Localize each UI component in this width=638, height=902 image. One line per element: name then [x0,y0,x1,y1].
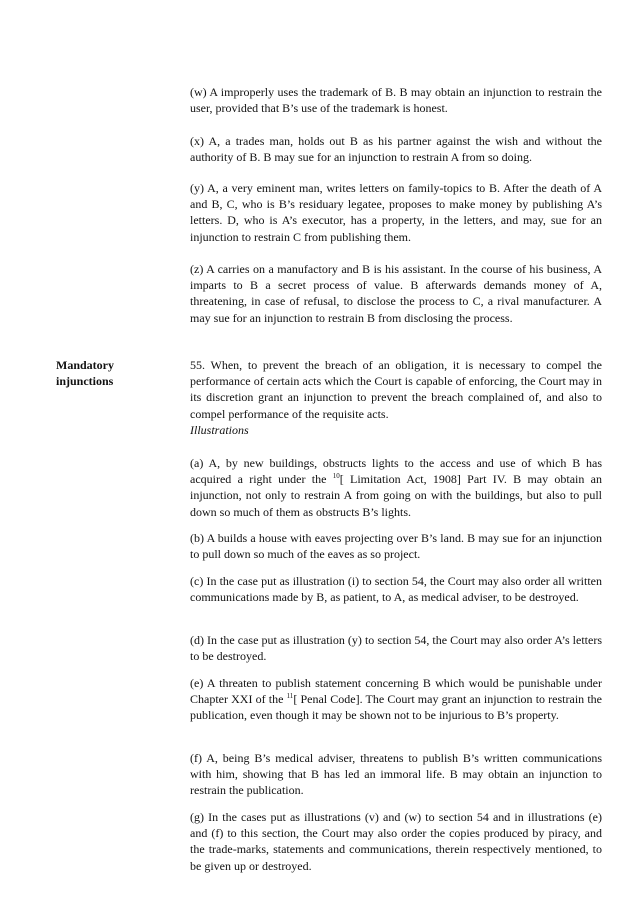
section-55 [190,357,602,438]
illustration-y: (y) A, a very eminent man, writes letters on family-topics to B. After the death of A and B, C, who is B’s residuary legatee, proposes to make money by publishing A’s letters. D, who is A’s executor, has a property, in the letters, and may, sue for an injunction to restrain C from publishing them. [190,181,602,244]
illustration-b: (b) A builds a house with eaves projecting over B’s land. B may sue for an injunction to pull down so much of the eaves as so project. [190,531,602,562]
illustration-f: (f) A, being B’s medical adviser, threatens to publish B’s written communications with him, showing that B has led an immoral life. B may obtain an injunction to restrain the publication. [190,751,602,798]
marginal-heading [56,357,176,389]
footnote-ref-11: 11 [286,692,294,701]
illustrations-label: Illustrations [190,422,249,437]
illustration-e-text-2: [ Penal Code]. The Court may grant an injunction to restrain the publication, even though it may be shown not to be injurious to B’s property. [190,692,602,723]
footnote-ref-10: 10 [332,472,340,481]
illustration-e [190,675,602,724]
illustration-w: (w) A improperly uses the trademark of B. B may obtain an injunction to restrain the user, provided that B’s use of the trademark is honest. [190,85,602,116]
marginal-heading-line2: injunctions [56,374,114,389]
illustration-g: (g) In the cases put as illustrations (v) and (w) to section 54 and in illustrations (e) and (f) to this section, the Court may also order the copies produced by piracy, and the trade-marks, statements and communications, therein respectively mentioned, to be given up or destroyed. [190,810,602,873]
illustration-c: (c) In the case put as illustration (i) to section 54, the Court may also order all written communications made by B, as patient, to A, as medical adviser, to be destroyed. [190,574,602,605]
illustration-a-text-1: (a) A, by new buildings, obstructs lights to the access and use of which B has acquired a right under the [190,456,602,487]
illustration-x: (x) A, a trades man, holds out B as his partner against the wish and without the authority of B. B may sue for an injunction to restrain A from so doing. [190,134,602,165]
illustration-a-text-2: [ Limitation Act, 1908] Part IV. B may obtain an injunction, not only to restrain A from going on with the buildings, but also to pull down so much of them as obstructs B’s lights. [190,472,603,519]
illustration-d: (d) In the case put as illustration (y) to section 54, the Court may also order A’s letters to be destroyed. [190,633,602,664]
illustration-z: (z) A carries on a manufactory and B is his assistant. In the course of his business, A imparts to B a secret process of value. B afterwards demands money of A, threatening, in case of refusal, to disclose the process to C, a rival manufacturer. A may sue for an injunction to restrain B from disclosing the process. [190,262,602,325]
illustration-a [190,455,602,520]
marginal-heading-line1: Mandatory [56,358,114,372]
illustration-e-text-1: (e) A threaten to publish statement concerning B which would be punishable under Chapter XXI of the [190,676,602,707]
section-55-text: 55. When, to prevent the breach of an obligation, it is necessary to compel the performance of certain acts which the Court is capable of enforcing, the Court may in its discretion grant an injunction to prevent the breach complained of, and also to compel performance of the requisite acts. [190,358,602,421]
